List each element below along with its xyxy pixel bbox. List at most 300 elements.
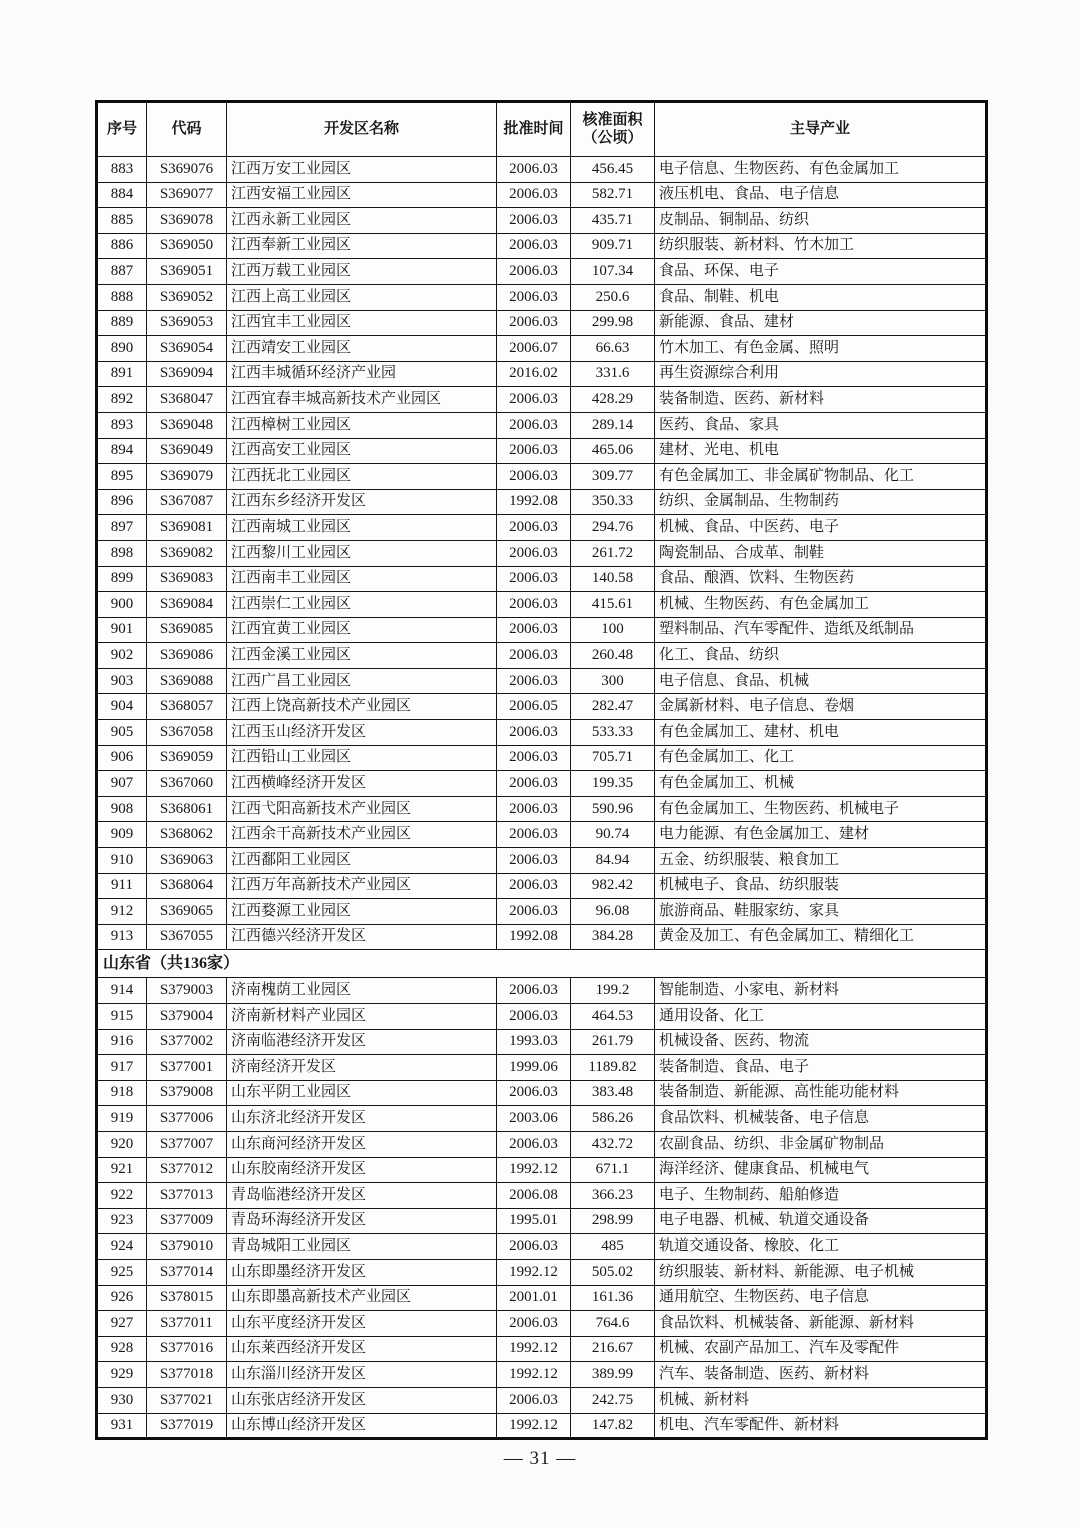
cell-approved-area: 384.28 <box>571 924 655 950</box>
cell-approved-area: 298.99 <box>571 1208 655 1234</box>
cell-zone-name: 山东即墨高新技术产业园区 <box>227 1285 497 1311</box>
cell-code: S378015 <box>147 1285 227 1311</box>
cell-industries: 食品饮料、机械装备、电子信息 <box>655 1106 987 1132</box>
cell-code: S377018 <box>147 1362 227 1388</box>
cell-approval-date: 2006.03 <box>497 1311 571 1337</box>
cell-industries: 电子信息、生物医药、有色金属加工 <box>655 157 987 183</box>
cell-zone-name: 江西鄱阳工业园区 <box>227 848 497 874</box>
cell-code: S369051 <box>147 259 227 285</box>
cell-seq: 904 <box>97 694 147 720</box>
cell-seq: 883 <box>97 157 147 183</box>
cell-code: S369054 <box>147 336 227 362</box>
cell-approval-date: 2006.03 <box>497 310 571 336</box>
cell-approved-area: 485 <box>571 1234 655 1260</box>
cell-industries: 纺织、金属制品、生物制药 <box>655 489 987 515</box>
cell-seq: 918 <box>97 1080 147 1106</box>
cell-code: S369065 <box>147 899 227 925</box>
table-row <box>97 310 987 336</box>
cell-code: S368061 <box>147 796 227 822</box>
cell-approval-date: 1992.08 <box>497 489 571 515</box>
cell-industries: 轨道交通设备、橡胶、化工 <box>655 1234 987 1260</box>
table-row <box>97 668 987 694</box>
cell-industries: 机械、食品、中医药、电子 <box>655 515 987 541</box>
cell-approval-date: 2006.05 <box>497 694 571 720</box>
cell-approval-date: 2006.03 <box>497 182 571 208</box>
cell-zone-name: 江西安福工业园区 <box>227 182 497 208</box>
cell-approved-area: 199.2 <box>571 978 655 1004</box>
table-row <box>97 1259 987 1285</box>
cell-code: S377002 <box>147 1029 227 1055</box>
cell-seq: 925 <box>97 1259 147 1285</box>
cell-industries: 金属新材料、电子信息、卷烟 <box>655 694 987 720</box>
table-row <box>97 771 987 797</box>
cell-seq: 917 <box>97 1055 147 1081</box>
cell-approval-date: 1992.12 <box>497 1362 571 1388</box>
cell-seq: 888 <box>97 284 147 310</box>
cell-code: S368062 <box>147 822 227 848</box>
cell-code: S377009 <box>147 1208 227 1234</box>
cell-industries: 农副食品、纺织、非金属矿物制品 <box>655 1131 987 1157</box>
cell-approval-date: 2006.03 <box>497 566 571 592</box>
table-row <box>97 1080 987 1106</box>
cell-zone-name: 江西宜春丰城高新技术产业园区 <box>227 387 497 413</box>
cell-seq: 893 <box>97 412 147 438</box>
cell-seq: 916 <box>97 1029 147 1055</box>
table-row <box>97 515 987 541</box>
cell-zone-name: 济南经济开发区 <box>227 1055 497 1081</box>
cell-zone-name: 江西上高工业园区 <box>227 284 497 310</box>
cell-zone-name: 青岛临港经济开发区 <box>227 1183 497 1209</box>
table-row <box>97 438 987 464</box>
table-row <box>97 1387 987 1413</box>
cell-zone-name: 江西余干高新技术产业园区 <box>227 822 497 848</box>
cell-seq: 889 <box>97 310 147 336</box>
cell-approval-date: 2003.06 <box>497 1106 571 1132</box>
cell-industries: 有色金属加工、非金属矿物制品、化工 <box>655 464 987 490</box>
cell-zone-name: 江西婺源工业园区 <box>227 899 497 925</box>
cell-approval-date: 2006.03 <box>497 617 571 643</box>
cell-approved-area: 261.79 <box>571 1029 655 1055</box>
table-row <box>97 720 987 746</box>
cell-seq: 902 <box>97 643 147 669</box>
cell-zone-name: 江西丰城循环经济产业园 <box>227 361 497 387</box>
cell-seq: 908 <box>97 796 147 822</box>
table-row <box>97 796 987 822</box>
cell-approval-date: 2006.03 <box>497 592 571 618</box>
cell-zone-name: 山东平度经济开发区 <box>227 1311 497 1337</box>
cell-industries: 机械、生物医药、有色金属加工 <box>655 592 987 618</box>
cell-industries: 塑料制品、汽车零配件、造纸及纸制品 <box>655 617 987 643</box>
cell-industries: 通用航空、生物医药、电子信息 <box>655 1285 987 1311</box>
cell-seq: 903 <box>97 668 147 694</box>
cell-approved-area: 586.26 <box>571 1106 655 1132</box>
cell-industries: 旅游商品、鞋服家纺、家具 <box>655 899 987 925</box>
table-row <box>97 540 987 566</box>
table-row <box>97 284 987 310</box>
cell-approval-date: 2006.03 <box>497 157 571 183</box>
cell-zone-name: 江西广昌工业园区 <box>227 668 497 694</box>
cell-seq: 899 <box>97 566 147 592</box>
cell-seq: 931 <box>97 1413 147 1439</box>
table-header-row <box>97 102 987 157</box>
cell-seq: 920 <box>97 1131 147 1157</box>
cell-zone-name: 江西樟树工业园区 <box>227 412 497 438</box>
table-row <box>97 1311 987 1337</box>
cell-approval-date: 2006.03 <box>497 899 571 925</box>
cell-approved-area: 294.76 <box>571 515 655 541</box>
cell-industries: 有色金属加工、建材、机电 <box>655 720 987 746</box>
cell-code: S369048 <box>147 412 227 438</box>
table-row <box>97 182 987 208</box>
cell-zone-name: 青岛城阳工业园区 <box>227 1234 497 1260</box>
cell-zone-name: 山东胶南经济开发区 <box>227 1157 497 1183</box>
cell-approval-date: 2001.01 <box>497 1285 571 1311</box>
cell-seq: 905 <box>97 720 147 746</box>
cell-approval-date: 2006.03 <box>497 259 571 285</box>
cell-zone-name: 山东张店经济开发区 <box>227 1387 497 1413</box>
cell-approved-area: 147.82 <box>571 1413 655 1439</box>
cell-zone-name: 江西宜黄工业园区 <box>227 617 497 643</box>
cell-approval-date: 2006.07 <box>497 336 571 362</box>
cell-approved-area: 465.06 <box>571 438 655 464</box>
table-row <box>97 233 987 259</box>
cell-seq: 884 <box>97 182 147 208</box>
cell-code: S367055 <box>147 924 227 950</box>
table-row <box>97 643 987 669</box>
cell-approval-date: 1992.12 <box>497 1413 571 1439</box>
cell-code: S369081 <box>147 515 227 541</box>
cell-zone-name: 济南临港经济开发区 <box>227 1029 497 1055</box>
cell-approved-area: 428.29 <box>571 387 655 413</box>
cell-industries: 装备制造、新能源、高性能功能材料 <box>655 1080 987 1106</box>
cell-zone-name: 山东博山经济开发区 <box>227 1413 497 1439</box>
table-row <box>97 412 987 438</box>
cell-industries: 装备制造、食品、电子 <box>655 1055 987 1081</box>
table-row <box>97 387 987 413</box>
cell-seq: 897 <box>97 515 147 541</box>
col-header-approval-date: 批准时间 <box>497 102 571 157</box>
cell-approved-area: 764.6 <box>571 1311 655 1337</box>
cell-code: S367087 <box>147 489 227 515</box>
cell-code: S368064 <box>147 873 227 899</box>
cell-approved-area: 909.71 <box>571 233 655 259</box>
cell-zone-name: 江西东乡经济开发区 <box>227 489 497 515</box>
cell-zone-name: 山东莱西经济开发区 <box>227 1336 497 1362</box>
table-row <box>97 848 987 874</box>
cell-approved-area: 261.72 <box>571 540 655 566</box>
table-row <box>97 1029 987 1055</box>
cell-industries: 电力能源、有色金属加工、建材 <box>655 822 987 848</box>
cell-zone-name: 江西玉山经济开发区 <box>227 720 497 746</box>
cell-seq: 929 <box>97 1362 147 1388</box>
cell-approval-date: 2006.03 <box>497 873 571 899</box>
cell-approval-date: 2006.03 <box>497 1004 571 1030</box>
cell-code: S377007 <box>147 1131 227 1157</box>
cell-approved-area: 415.61 <box>571 592 655 618</box>
cell-approval-date: 2006.03 <box>497 1387 571 1413</box>
cell-zone-name: 江西南城工业园区 <box>227 515 497 541</box>
cell-code: S369049 <box>147 438 227 464</box>
cell-approval-date: 1999.06 <box>497 1055 571 1081</box>
table-row <box>97 1131 987 1157</box>
cell-approved-area: 260.48 <box>571 643 655 669</box>
cell-seq: 928 <box>97 1336 147 1362</box>
cell-industries: 陶瓷制品、合成革、制鞋 <box>655 540 987 566</box>
table-row <box>97 617 987 643</box>
cell-zone-name: 江西万年高新技术产业园区 <box>227 873 497 899</box>
cell-seq: 913 <box>97 924 147 950</box>
cell-industries: 机械电子、食品、纺织服装 <box>655 873 987 899</box>
table-row <box>97 1183 987 1209</box>
cell-approval-date: 2006.03 <box>497 1080 571 1106</box>
cell-seq: 891 <box>97 361 147 387</box>
cell-industries: 通用设备、化工 <box>655 1004 987 1030</box>
cell-code: S369050 <box>147 233 227 259</box>
cell-zone-name: 济南槐荫工业园区 <box>227 978 497 1004</box>
cell-approval-date: 2006.03 <box>497 515 571 541</box>
table-row <box>97 899 987 925</box>
cell-code: S377001 <box>147 1055 227 1081</box>
cell-seq: 912 <box>97 899 147 925</box>
cell-approval-date: 2006.03 <box>497 284 571 310</box>
cell-approval-date: 2006.03 <box>497 233 571 259</box>
cell-code: S379008 <box>147 1080 227 1106</box>
cell-seq: 906 <box>97 745 147 771</box>
cell-approval-date: 2006.03 <box>497 978 571 1004</box>
cell-code: S379004 <box>147 1004 227 1030</box>
cell-approval-date: 2006.03 <box>497 745 571 771</box>
cell-code: S368047 <box>147 387 227 413</box>
cell-seq: 919 <box>97 1106 147 1132</box>
cell-zone-name: 江西南丰工业园区 <box>227 566 497 592</box>
cell-approval-date: 1992.08 <box>497 924 571 950</box>
cell-zone-name: 山东济北经济开发区 <box>227 1106 497 1132</box>
cell-code: S377006 <box>147 1106 227 1132</box>
cell-approval-date: 2006.03 <box>497 438 571 464</box>
cell-seq: 927 <box>97 1311 147 1337</box>
cell-approval-date: 1992.12 <box>497 1259 571 1285</box>
cell-approved-area: 250.6 <box>571 284 655 310</box>
cell-seq: 901 <box>97 617 147 643</box>
cell-code: S377016 <box>147 1336 227 1362</box>
cell-approved-area: 456.45 <box>571 157 655 183</box>
cell-approval-date: 2006.03 <box>497 412 571 438</box>
cell-seq: 900 <box>97 592 147 618</box>
cell-code: S377021 <box>147 1387 227 1413</box>
cell-seq: 924 <box>97 1234 147 1260</box>
cell-code: S377019 <box>147 1413 227 1439</box>
table-row <box>97 592 987 618</box>
cell-zone-name: 江西金溪工业园区 <box>227 643 497 669</box>
cell-seq: 911 <box>97 873 147 899</box>
cell-industries: 液压机电、食品、电子信息 <box>655 182 987 208</box>
table-row <box>97 924 987 950</box>
cell-zone-name: 江西崇仁工业园区 <box>227 592 497 618</box>
cell-industries: 机械、农副产品加工、汽车及零配件 <box>655 1336 987 1362</box>
table-row <box>97 566 987 592</box>
cell-industries: 食品、制鞋、机电 <box>655 284 987 310</box>
table-row <box>97 336 987 362</box>
cell-approved-area: 705.71 <box>571 745 655 771</box>
cell-seq: 895 <box>97 464 147 490</box>
table-row <box>97 1106 987 1132</box>
cell-seq: 921 <box>97 1157 147 1183</box>
cell-approved-area: 140.58 <box>571 566 655 592</box>
cell-zone-name: 江西抚北工业园区 <box>227 464 497 490</box>
cell-industries: 机械、新材料 <box>655 1387 987 1413</box>
table-row <box>97 1285 987 1311</box>
table-row <box>97 745 987 771</box>
cell-approved-area: 100 <box>571 617 655 643</box>
table-row <box>97 1208 987 1234</box>
page-number: — 31 — <box>503 1448 577 1469</box>
cell-approved-area: 590.96 <box>571 796 655 822</box>
cell-industries: 有色金属加工、机械 <box>655 771 987 797</box>
cell-code: S367060 <box>147 771 227 797</box>
cell-code: S369088 <box>147 668 227 694</box>
cell-code: S369084 <box>147 592 227 618</box>
cell-code: S369078 <box>147 208 227 234</box>
cell-industries: 竹木加工、有色金属、照明 <box>655 336 987 362</box>
cell-industries: 五金、纺织服装、粮食加工 <box>655 848 987 874</box>
cell-approval-date: 2006.03 <box>497 771 571 797</box>
cell-code: S377011 <box>147 1311 227 1337</box>
cell-seq: 885 <box>97 208 147 234</box>
table-row <box>97 1055 987 1081</box>
cell-approval-date: 2006.03 <box>497 668 571 694</box>
cell-industries: 装备制造、医药、新材料 <box>655 387 987 413</box>
table-body <box>97 157 987 1439</box>
cell-industries: 食品、环保、电子 <box>655 259 987 285</box>
cell-code: S369082 <box>147 540 227 566</box>
cell-code: S379003 <box>147 978 227 1004</box>
table-row <box>97 1362 987 1388</box>
cell-code: S369077 <box>147 182 227 208</box>
cell-industries: 纺织服装、新材料、新能源、电子机械 <box>655 1259 987 1285</box>
cell-industries: 电子、生物制药、船舶修造 <box>655 1183 987 1209</box>
cell-zone-name: 山东即墨经济开发区 <box>227 1259 497 1285</box>
cell-industries: 新能源、食品、建材 <box>655 310 987 336</box>
table-row <box>97 873 987 899</box>
cell-zone-name: 江西横峰经济开发区 <box>227 771 497 797</box>
cell-seq: 886 <box>97 233 147 259</box>
cell-approval-date: 2006.03 <box>497 1234 571 1260</box>
table-row <box>97 1336 987 1362</box>
cell-approved-area: 366.23 <box>571 1183 655 1209</box>
cell-approved-area: 90.74 <box>571 822 655 848</box>
cell-industries: 食品、酿酒、饮料、生物医药 <box>655 566 987 592</box>
cell-code: S369085 <box>147 617 227 643</box>
cell-zone-name: 江西靖安工业园区 <box>227 336 497 362</box>
province-section-row <box>97 950 987 978</box>
cell-seq: 892 <box>97 387 147 413</box>
cell-industries: 电子信息、食品、机械 <box>655 668 987 694</box>
cell-approved-area: 435.71 <box>571 208 655 234</box>
cell-approved-area: 464.53 <box>571 1004 655 1030</box>
table-row <box>97 157 987 183</box>
cell-code: S369059 <box>147 745 227 771</box>
table-row <box>97 1234 987 1260</box>
cell-industries: 黄金及加工、有色金属加工、精细化工 <box>655 924 987 950</box>
cell-approved-area: 216.67 <box>571 1336 655 1362</box>
cell-approved-area: 505.02 <box>571 1259 655 1285</box>
cell-industries: 智能制造、小家电、新材料 <box>655 978 987 1004</box>
province-section-label: 山东省（共136家） <box>97 950 987 978</box>
table-row <box>97 464 987 490</box>
cell-zone-name: 江西万载工业园区 <box>227 259 497 285</box>
cell-approval-date: 1995.01 <box>497 1208 571 1234</box>
cell-seq: 915 <box>97 1004 147 1030</box>
cell-code: S369079 <box>147 464 227 490</box>
col-header-industries: 主导产业 <box>655 102 987 157</box>
table-row <box>97 1004 987 1030</box>
cell-zone-name: 江西铅山工业园区 <box>227 745 497 771</box>
cell-approved-area: 350.33 <box>571 489 655 515</box>
col-header-approved-area-line1: 核准面积 <box>582 112 643 129</box>
table-row <box>97 1413 987 1439</box>
cell-approved-area: 309.77 <box>571 464 655 490</box>
cell-seq: 896 <box>97 489 147 515</box>
cell-approved-area: 300 <box>571 668 655 694</box>
cell-industries: 医药、食品、家具 <box>655 412 987 438</box>
cell-zone-name: 江西宜丰工业园区 <box>227 310 497 336</box>
cell-approval-date: 2006.03 <box>497 848 571 874</box>
cell-approval-date: 2006.08 <box>497 1183 571 1209</box>
cell-seq: 914 <box>97 978 147 1004</box>
cell-zone-name: 江西奉新工业园区 <box>227 233 497 259</box>
cell-zone-name: 江西弋阳高新技术产业园区 <box>227 796 497 822</box>
cell-zone-name: 山东淄川经济开发区 <box>227 1362 497 1388</box>
cell-industries: 再生资源综合利用 <box>655 361 987 387</box>
cell-approved-area: 582.71 <box>571 182 655 208</box>
cell-approved-area: 84.94 <box>571 848 655 874</box>
table-row <box>97 208 987 234</box>
cell-industries: 有色金属加工、化工 <box>655 745 987 771</box>
cell-approval-date: 2006.03 <box>497 208 571 234</box>
cell-approved-area: 107.34 <box>571 259 655 285</box>
cell-approval-date: 1993.03 <box>497 1029 571 1055</box>
cell-approved-area: 432.72 <box>571 1131 655 1157</box>
cell-approval-date: 2006.03 <box>497 387 571 413</box>
table-row <box>97 1157 987 1183</box>
cell-approved-area: 299.98 <box>571 310 655 336</box>
cell-approved-area: 289.14 <box>571 412 655 438</box>
table-row <box>97 694 987 720</box>
cell-code: S379010 <box>147 1234 227 1260</box>
cell-approval-date: 2006.03 <box>497 643 571 669</box>
cell-approval-date: 2016.02 <box>497 361 571 387</box>
cell-approved-area: 1189.82 <box>571 1055 655 1081</box>
cell-approval-date: 2006.03 <box>497 540 571 566</box>
cell-industries: 纺织服装、新材料、竹木加工 <box>655 233 987 259</box>
cell-approval-date: 2006.03 <box>497 822 571 848</box>
cell-approval-date: 2006.03 <box>497 1131 571 1157</box>
cell-seq: 922 <box>97 1183 147 1209</box>
development-zones-table <box>95 100 988 1440</box>
cell-approval-date: 2006.03 <box>497 464 571 490</box>
cell-code: S369083 <box>147 566 227 592</box>
cell-approved-area: 389.99 <box>571 1362 655 1388</box>
cell-approved-area: 199.35 <box>571 771 655 797</box>
cell-code: S377012 <box>147 1157 227 1183</box>
cell-seq: 930 <box>97 1387 147 1413</box>
cell-code: S369086 <box>147 643 227 669</box>
cell-industries: 化工、食品、纺织 <box>655 643 987 669</box>
cell-zone-name: 山东商河经济开发区 <box>227 1131 497 1157</box>
table-row <box>97 361 987 387</box>
cell-approved-area: 66.63 <box>571 336 655 362</box>
cell-zone-name: 江西上饶高新技术产业园区 <box>227 694 497 720</box>
